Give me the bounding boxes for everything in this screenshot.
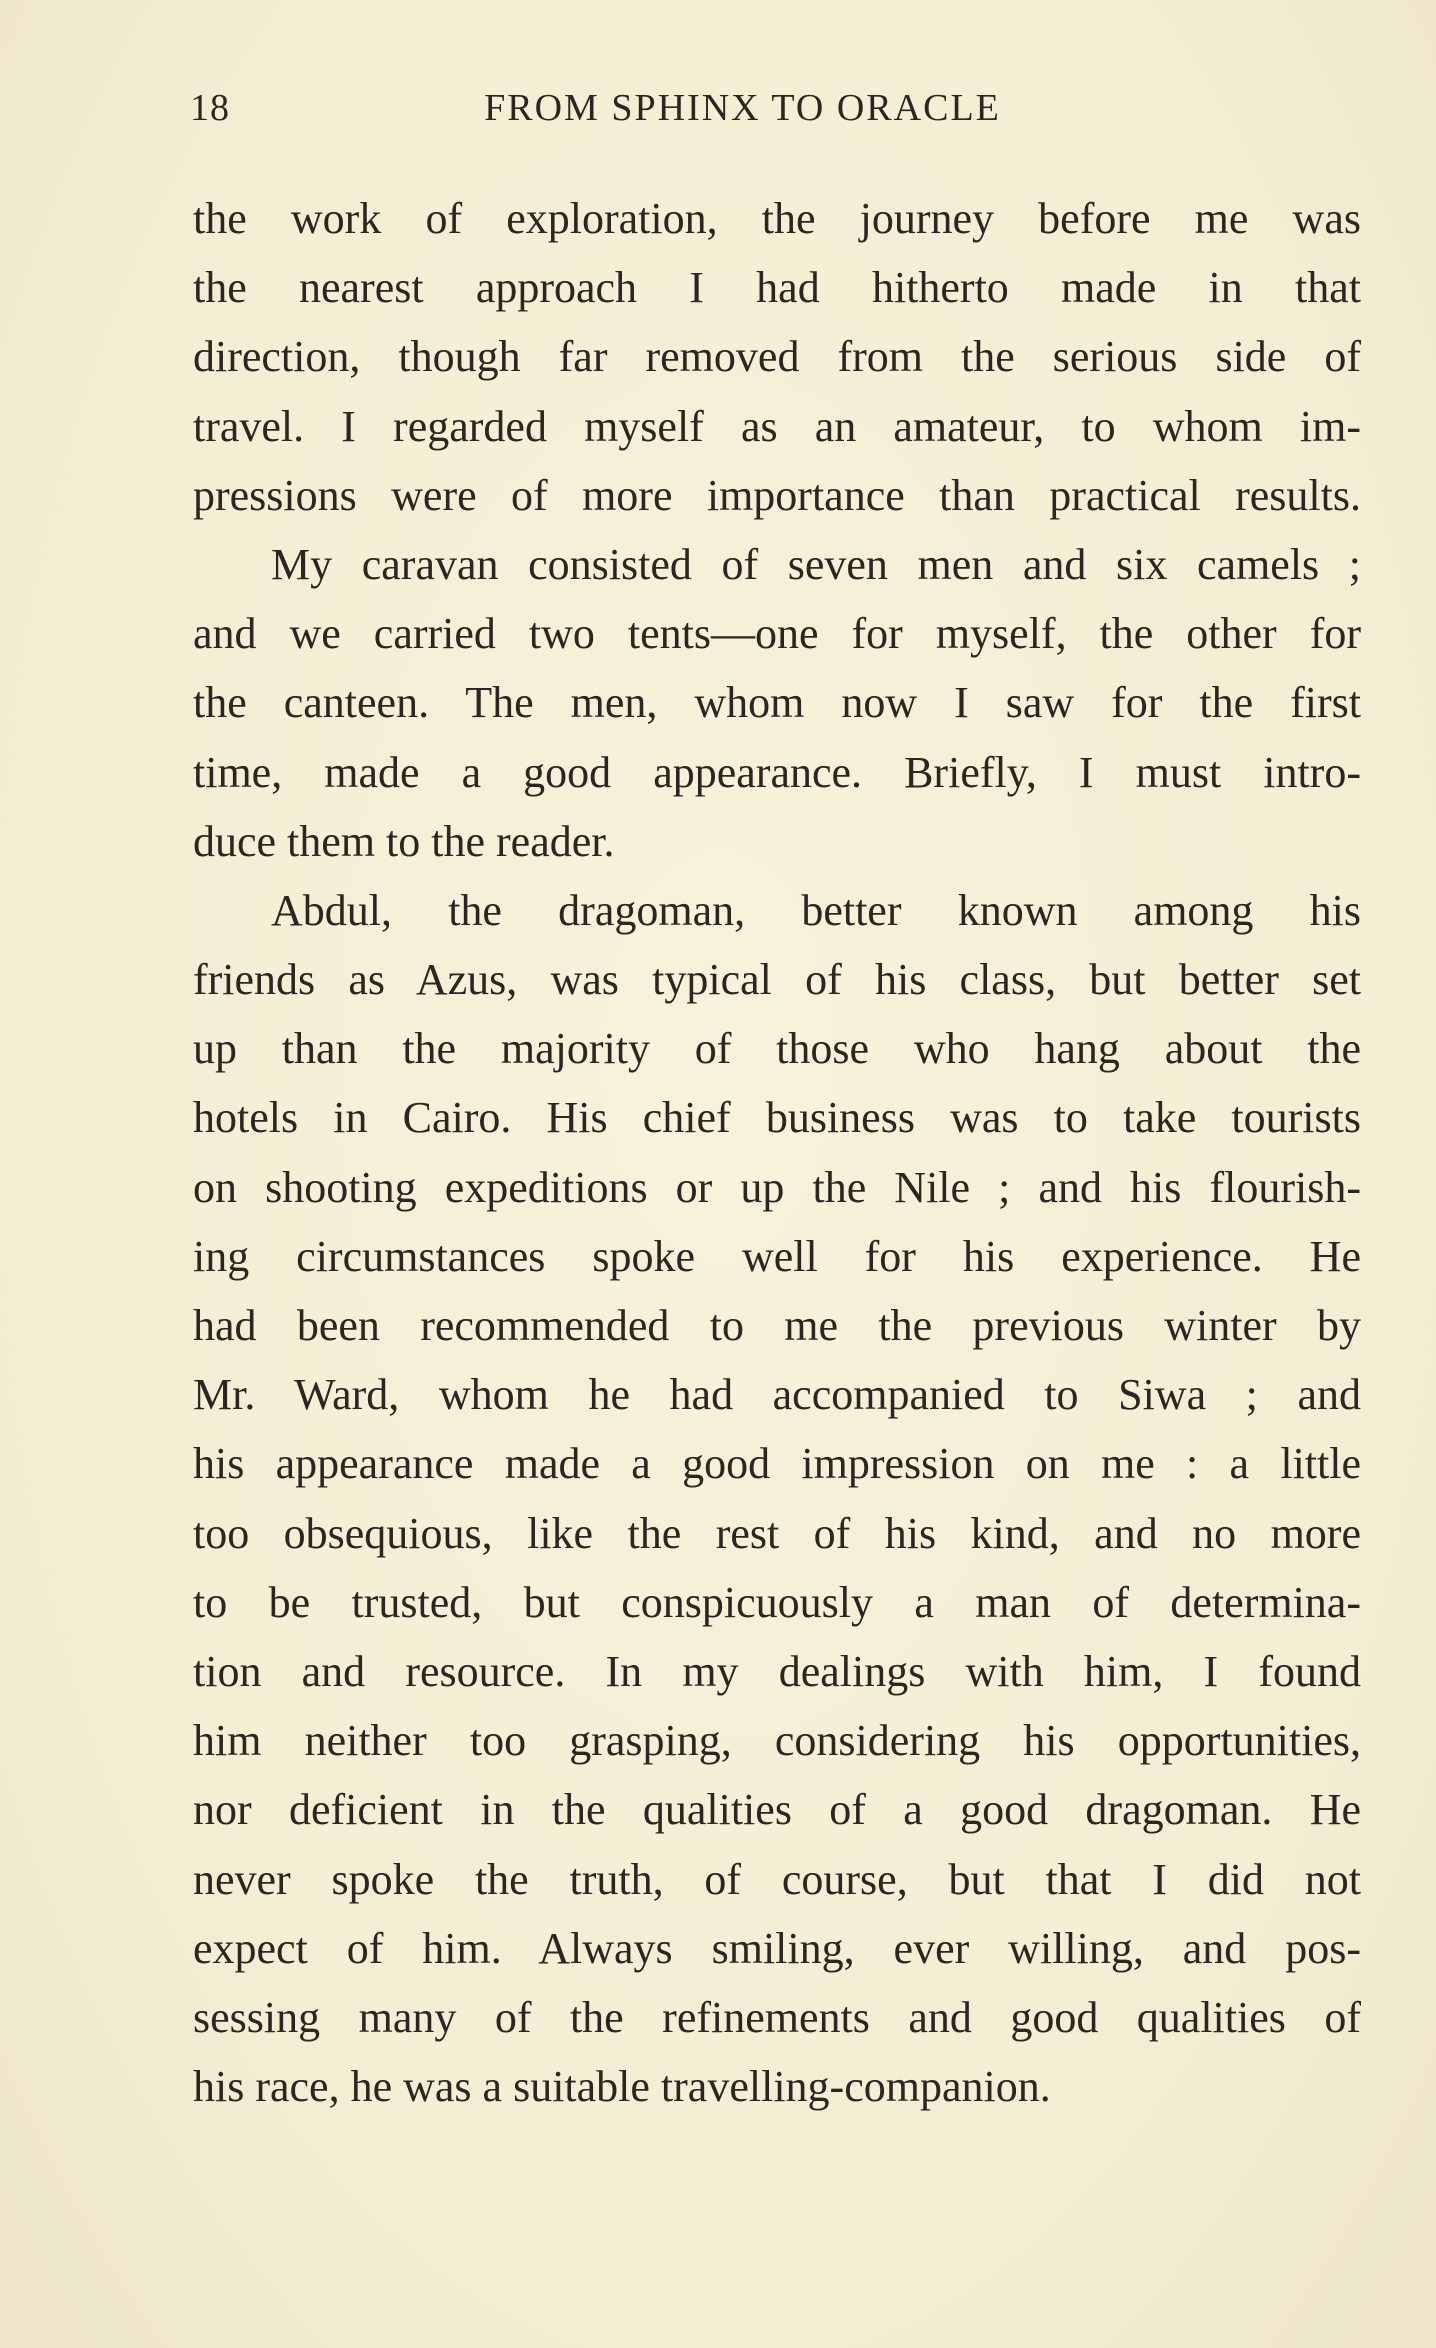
text-line: time, made a good appearance. Briefly, I must intro- bbox=[193, 747, 1361, 797]
text-line: travel. I regarded myself as an amateur, to whom im- bbox=[193, 401, 1361, 451]
text-line: the canteen. The men, whom now I saw for the first bbox=[193, 678, 1361, 728]
paragraph-end-line: his race, he was a suitable travelling-companion. bbox=[193, 2062, 1051, 2112]
text-line: his appearance made a good impression on me : a little bbox=[193, 1439, 1361, 1489]
running-title: FROM SPHINX TO ORACLE bbox=[484, 87, 1001, 129]
text-line: Mr. Ward, whom he had accompanied to Siwa ; and bbox=[193, 1370, 1361, 1420]
paragraph-end-line: duce them to the reader. bbox=[193, 816, 615, 866]
text-line: the nearest approach I had hitherto made in that bbox=[193, 263, 1361, 313]
text-line: direction, though far removed from the serious side of bbox=[193, 332, 1361, 382]
text-line: up than the majority of those who hang about the bbox=[193, 1024, 1361, 1074]
text-line: and we carried two tents—one for myself, the other for bbox=[193, 609, 1361, 659]
body-text bbox=[193, 184, 1361, 2121]
text-line: hotels in Cairo. His chief business was to take tourists bbox=[193, 1093, 1361, 1143]
text-line: friends as Azus, was typical of his class, but better set bbox=[193, 955, 1361, 1005]
text-line: ing circumstances spoke well for his experience. He bbox=[193, 1231, 1361, 1281]
paragraph-start-line: My caravan consisted of seven men and six camels ; bbox=[271, 539, 1361, 589]
text-line: too obsequious, like the rest of his kind, and no more bbox=[193, 1508, 1361, 1558]
text-line: sessing many of the refinements and good qualities of bbox=[193, 1992, 1361, 2042]
text-line: on shooting expeditions or up the Nile ; and his flourish- bbox=[193, 1162, 1361, 1212]
page-number: 18 bbox=[190, 87, 230, 129]
paragraph-start-line: Abdul, the dragoman, better known among his bbox=[271, 885, 1361, 935]
text-line: to be trusted, but conspicuously a man of determina- bbox=[193, 1577, 1361, 1627]
text-line: the work of exploration, the journey before me was bbox=[193, 194, 1361, 243]
text-line: had been recommended to me the previous winter by bbox=[193, 1301, 1361, 1350]
text-line: pressions were of more importance than practical results. bbox=[193, 470, 1361, 520]
text-line: never spoke the truth, of course, but that I did not bbox=[193, 1854, 1361, 1904]
text-line: tion and resource. In my dealings with him, I found bbox=[193, 1646, 1361, 1696]
text-line: him neither too grasping, considering his opportunities, bbox=[193, 1716, 1361, 1766]
text-line: expect of him. Always smiling, ever willing, and pos- bbox=[193, 1923, 1361, 1973]
running-head bbox=[190, 86, 1365, 146]
text-line: nor deficient in the qualities of a good dragoman. He bbox=[193, 1785, 1361, 1835]
